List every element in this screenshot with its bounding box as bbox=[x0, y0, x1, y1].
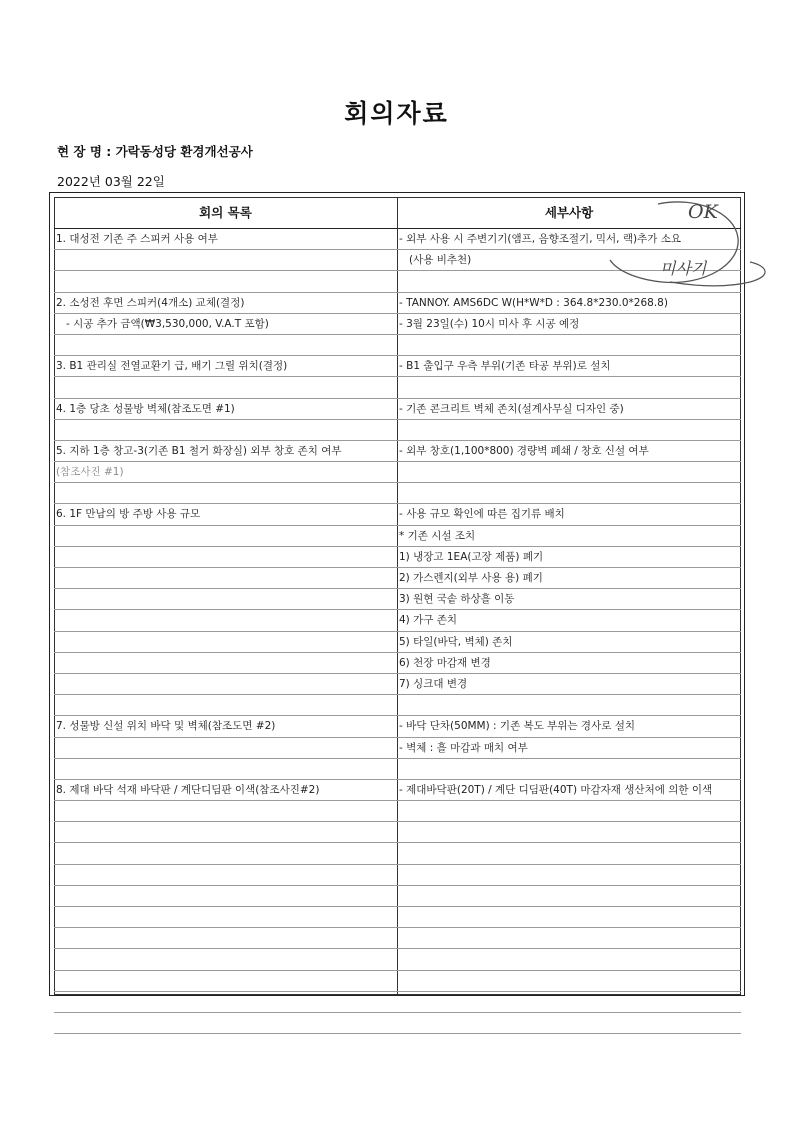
details-cell bbox=[399, 483, 739, 503]
table-row bbox=[54, 695, 741, 716]
details-cell: 3) 원현 국솥 하상흘 이동 bbox=[399, 593, 515, 606]
table-row bbox=[54, 928, 741, 949]
details-cell: - 외부 사용 시 주변기기(앰프, 음향조절기, 믹서, 랙)추가 소요 bbox=[399, 233, 681, 245]
table-row bbox=[54, 356, 741, 377]
details-cell bbox=[399, 801, 739, 821]
table-row bbox=[54, 229, 741, 250]
site-name: 현 장 명 : 가락동성당 환경개선공사 bbox=[57, 144, 253, 159]
details-cell: - 기존 콘크리트 벽체 존치(설계사무실 디자인 중) bbox=[399, 402, 624, 415]
agenda-cell bbox=[56, 526, 394, 546]
table-row bbox=[54, 738, 741, 759]
agenda-cell bbox=[56, 377, 394, 397]
agenda-cell: 3. B1 관리실 전열교환기 급, 배기 그릴 위치(결정) bbox=[56, 360, 288, 373]
meeting-date: 2022년 03월 22일 bbox=[57, 174, 165, 189]
table-row bbox=[54, 992, 741, 1013]
agenda-cell bbox=[56, 907, 394, 927]
agenda-cell: 5. 지하 1층 창고-3(기존 B1 철거 화장실) 외부 창호 존치 여부 bbox=[56, 444, 342, 457]
table-row bbox=[54, 271, 741, 292]
details-cell bbox=[399, 992, 739, 1012]
agenda-cell bbox=[56, 822, 394, 842]
details-cell bbox=[399, 843, 739, 863]
agenda-cell bbox=[56, 420, 394, 440]
agenda-cell: 7. 성물방 신설 위치 바닥 및 벽체(참조도면 #2) bbox=[56, 720, 276, 733]
agenda-cell: (참조사진 #1) bbox=[56, 466, 124, 479]
details-cell: 7) 싱크대 변경 bbox=[399, 677, 468, 690]
details-cell bbox=[399, 949, 739, 969]
table-row bbox=[54, 293, 741, 314]
table-row bbox=[54, 674, 741, 695]
agenda-cell bbox=[56, 843, 394, 863]
details-cell bbox=[399, 1013, 739, 1033]
table-row bbox=[54, 377, 741, 398]
agenda-cell bbox=[56, 992, 394, 1012]
agenda-cell: 6. 1F 만남의 방 주방 사용 규모 bbox=[56, 508, 201, 521]
details-cell bbox=[399, 971, 739, 991]
agenda-cell bbox=[56, 674, 394, 694]
table-row bbox=[54, 653, 741, 674]
details-cell bbox=[399, 695, 739, 715]
details-cell bbox=[399, 907, 739, 927]
table-row bbox=[54, 865, 741, 886]
details-cell: 5) 타일(바닥, 벽체) 존치 bbox=[399, 635, 513, 648]
table-row bbox=[54, 780, 741, 801]
table-row bbox=[54, 335, 741, 356]
table-row bbox=[54, 441, 741, 462]
table-row bbox=[54, 504, 741, 525]
details-cell: - 3월 23일(수) 10시 미사 후 시공 예정 bbox=[399, 317, 580, 330]
agenda-cell bbox=[56, 483, 394, 503]
annotation-note: 미사기 bbox=[660, 259, 707, 278]
agenda-cell: 4. 1층 당초 성물방 벽체(참조도면 #1) bbox=[56, 402, 235, 415]
table-row bbox=[54, 716, 741, 737]
header-details: 세부사항 bbox=[544, 205, 594, 220]
agenda-cell bbox=[56, 738, 394, 758]
table-row bbox=[54, 526, 741, 547]
details-cell: - B1 출입구 우측 부위(기존 타공 부위)로 설치 bbox=[399, 360, 611, 373]
table-row bbox=[54, 949, 741, 970]
agenda-cell: 2. 소성전 후면 스피커(4개소) 교체(결정) bbox=[56, 296, 245, 309]
table-row bbox=[54, 907, 741, 928]
details-cell: * 기존 시설 조치 bbox=[399, 529, 476, 542]
details-cell: 1) 냉장고 1EA(고장 제품) 폐기 bbox=[399, 550, 544, 563]
agenda-cell: 1. 대성전 기존 주 스피커 사용 여부 bbox=[56, 233, 218, 245]
table-row bbox=[54, 822, 741, 843]
agenda-cell bbox=[56, 801, 394, 821]
agenda-cell bbox=[56, 949, 394, 969]
table-row bbox=[54, 971, 741, 992]
agenda-cell bbox=[56, 865, 394, 885]
agenda-cell bbox=[56, 653, 394, 673]
details-cell bbox=[399, 462, 739, 482]
agenda-cell bbox=[56, 928, 394, 948]
table-row bbox=[54, 399, 741, 420]
table-body bbox=[54, 229, 741, 1034]
agenda-cell bbox=[56, 759, 394, 779]
agenda-cell bbox=[56, 971, 394, 991]
table-row bbox=[54, 314, 741, 335]
agenda-cell bbox=[56, 589, 394, 609]
details-cell: 6) 천장 마감재 변경 bbox=[399, 656, 491, 669]
agenda-cell bbox=[56, 271, 394, 291]
table-row bbox=[54, 632, 741, 653]
details-cell: - 외부 창호(1,100*800) 경량벽 폐쇄 / 창호 신설 여부 bbox=[399, 444, 649, 457]
table-row bbox=[54, 1013, 741, 1034]
agenda-cell bbox=[56, 547, 394, 567]
details-cell bbox=[399, 822, 739, 842]
table-row bbox=[54, 420, 741, 441]
details-cell: 4) 가구 존치 bbox=[399, 614, 458, 627]
details-cell bbox=[399, 271, 739, 291]
details-cell bbox=[399, 335, 739, 355]
agenda-cell bbox=[56, 610, 394, 630]
table-row bbox=[54, 886, 741, 907]
table-row bbox=[54, 759, 741, 780]
details-cell bbox=[399, 420, 739, 440]
annotation-ok: OK bbox=[688, 201, 718, 223]
details-cell: - 제대바닥판(20T) / 계단 디딤판(40T) 마감자재 생산처에 의한 이색 bbox=[399, 783, 713, 796]
agenda-cell: 8. 제대 바닥 석재 바닥판 / 계단디딤판 이색(참조사진#2) bbox=[56, 783, 320, 796]
details-cell bbox=[399, 377, 739, 397]
agenda-cell bbox=[56, 886, 394, 906]
details-cell bbox=[399, 928, 739, 948]
table-row bbox=[54, 547, 741, 568]
agenda-cell bbox=[56, 335, 394, 355]
details-cell: 2) 가스렌지(외부 사용 용) 폐기 bbox=[399, 572, 543, 584]
agenda-cell bbox=[56, 695, 394, 715]
table-row bbox=[54, 589, 741, 610]
page-title: 회의자료 bbox=[344, 99, 449, 128]
table-row bbox=[54, 483, 741, 504]
details-cell bbox=[399, 865, 739, 885]
table-row bbox=[54, 568, 741, 589]
details-cell bbox=[399, 759, 739, 779]
header-agenda: 회의 목록 bbox=[199, 205, 252, 220]
details-cell: - TANNOY. AMS6DC W(H*W*D : 364.8*230.0*268.8) bbox=[399, 296, 668, 309]
table-row bbox=[54, 843, 741, 864]
details-cell: - 벽체 : 흘 마감과 매치 여부 bbox=[399, 741, 528, 754]
table-row bbox=[54, 610, 741, 631]
details-cell: - 바닥 단차(50MM) : 기존 복도 부위는 경사로 설치 bbox=[399, 720, 635, 733]
agenda-cell bbox=[56, 250, 394, 270]
details-cell: - 사용 규모 확인에 따른 집기류 배치 bbox=[399, 508, 565, 521]
details-cell: (사용 비추천) bbox=[409, 254, 472, 267]
table-row bbox=[54, 250, 741, 271]
agenda-cell: - 시공 추가 금액(₩3,530,000, V.A.T 포함) bbox=[66, 317, 269, 330]
agenda-cell bbox=[56, 632, 394, 652]
agenda-cell bbox=[56, 1013, 394, 1033]
table-row bbox=[54, 462, 741, 483]
table-row bbox=[54, 801, 741, 822]
details-cell bbox=[399, 886, 739, 906]
agenda-cell bbox=[56, 568, 394, 588]
